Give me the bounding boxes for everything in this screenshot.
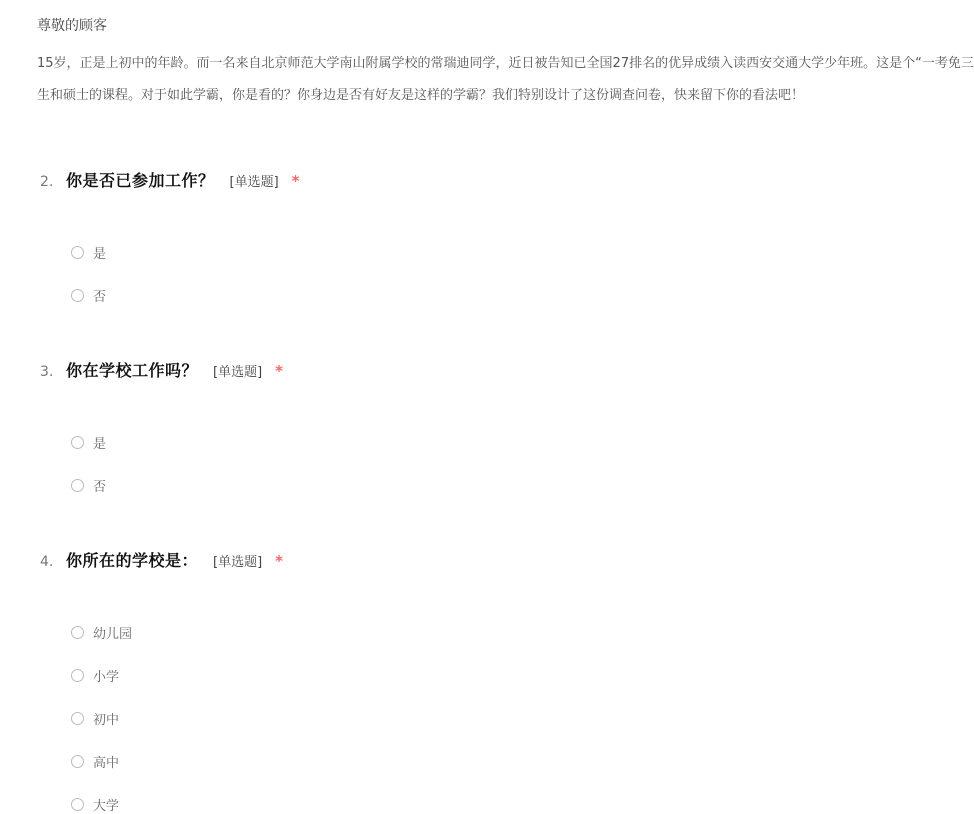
- question-header: [37, 361, 900, 383]
- option-label: 高中: [93, 755, 120, 771]
- question-type-tag: [单选题]: [213, 365, 263, 380]
- option-label: 小学: [93, 669, 120, 685]
- radio-icon[interactable]: [71, 669, 84, 682]
- radio-option[interactable]: [71, 668, 900, 685]
- radio-option[interactable]: [71, 625, 900, 642]
- required-asterisk: *: [275, 552, 284, 570]
- options-group: [71, 625, 900, 814]
- option-label: 是: [93, 246, 107, 262]
- question-title: 你是否已参加工作？: [66, 171, 215, 190]
- radio-icon[interactable]: [71, 436, 84, 449]
- radio-option[interactable]: [71, 288, 900, 305]
- question-number: 2.: [40, 174, 54, 190]
- option-label: 初中: [93, 712, 120, 728]
- radio-option[interactable]: [71, 711, 900, 728]
- radio-option[interactable]: [71, 754, 900, 771]
- question-header: [37, 551, 900, 573]
- radio-icon[interactable]: [71, 246, 84, 259]
- question-number: 3.: [40, 364, 54, 380]
- radio-icon[interactable]: [71, 289, 84, 302]
- radio-icon[interactable]: [71, 479, 84, 492]
- options-group: [71, 435, 900, 495]
- required-asterisk: *: [291, 172, 300, 190]
- option-label: 否: [93, 479, 107, 495]
- question-block-2: [37, 171, 900, 305]
- option-label: 幼儿园: [93, 626, 133, 642]
- option-label: 是: [93, 436, 107, 452]
- radio-icon[interactable]: [71, 755, 84, 768]
- question-title: 你所在的学校是：: [66, 551, 199, 570]
- option-label: 否: [93, 289, 107, 305]
- intro-paragraph: [37, 48, 974, 112]
- radio-option[interactable]: [71, 797, 900, 814]
- question-type-tag: [单选题]: [213, 555, 263, 570]
- radio-option[interactable]: [71, 478, 900, 495]
- intro-paragraph-line: 生和硕士的课程。对于如此学霸，你是看的？你身边是否有好友是这样的学霸？我们特别设计了这份调查问卷，快来留下你的看法吧！: [37, 88, 805, 103]
- question-block-4: [37, 551, 900, 814]
- question-block-3: [37, 361, 900, 495]
- question-number: 4.: [40, 554, 54, 570]
- question-header: [37, 171, 900, 193]
- options-group: [71, 245, 900, 305]
- question-title: 你在学校工作吗？: [66, 361, 199, 380]
- radio-icon[interactable]: [71, 712, 84, 725]
- radio-icon[interactable]: [71, 798, 84, 811]
- radio-option[interactable]: [71, 245, 900, 262]
- radio-icon[interactable]: [71, 626, 84, 639]
- radio-option[interactable]: [71, 435, 900, 452]
- intro-paragraph-line: 15岁，正是上初中的年龄。而一名来自北京师范大学南山附属学校的常瑞迪同学，近日被告知已全国27排名的优异成绩入读西安交通大学少年班。这是个“一考免三: [37, 56, 974, 71]
- survey-greeting: 尊敬的顾客: [37, 18, 107, 34]
- required-asterisk: *: [275, 362, 284, 380]
- question-type-tag: [单选题]: [229, 175, 279, 190]
- option-label: 大学: [93, 798, 120, 814]
